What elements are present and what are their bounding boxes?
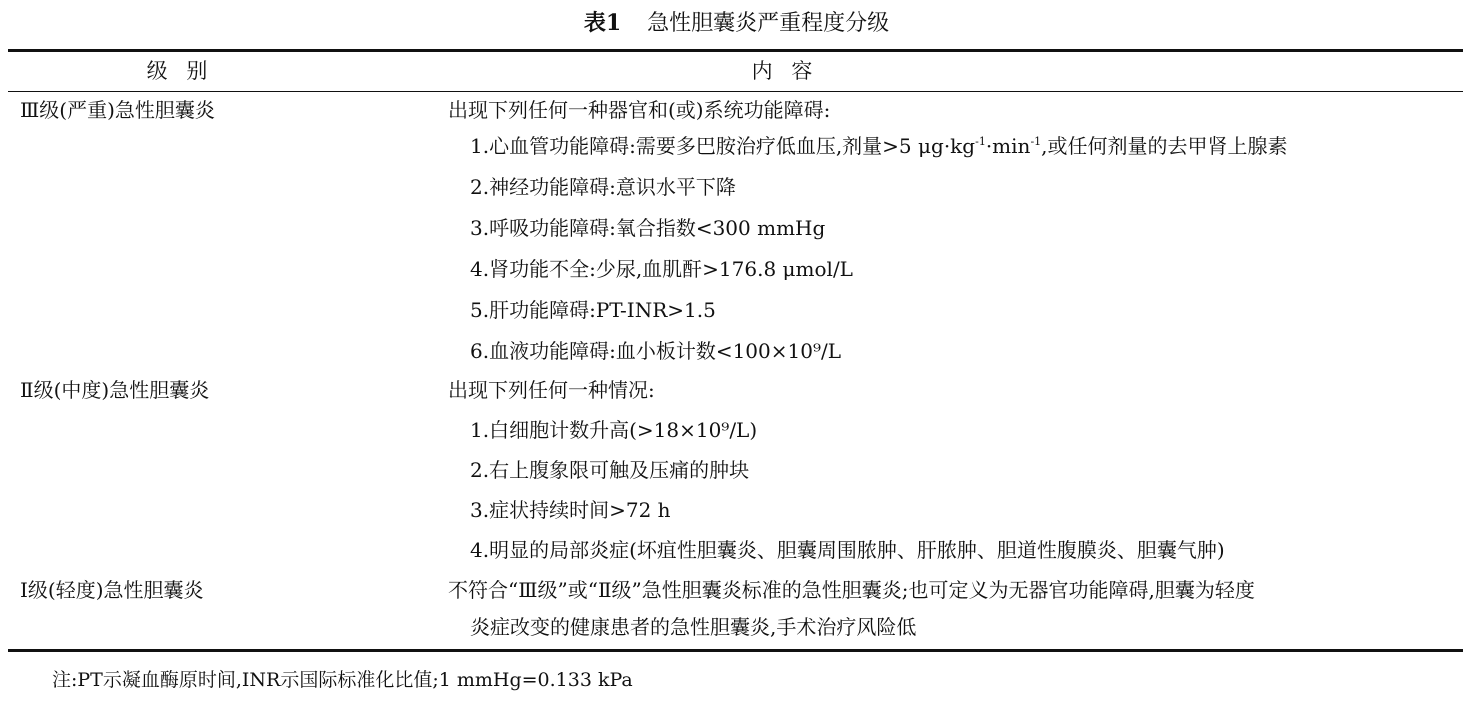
grade-iii-item-1: 1.心血管功能障碍:需要多巴胺治疗低血压,剂量>5 $\mu g\cdot kg^{-1}\cdot\min^{-1}$,或任何剂量的去甲肾上腺素 [470,134,1288,158]
grade-ii-item-2: 2.右上腹象限可触及压痛的肿块 [470,458,750,482]
header-grade: 级 别 [146,59,214,83]
grade-iii-item-4: 4.肾功能不全:少尿,血肌酐>176.8 μmol/L [470,257,853,281]
grade-iii-label: Ⅲ级(严重)急性胆囊炎 [20,98,215,122]
grade-ii-item-1: 1.白细胞计数升高(>18×10⁹/L) [470,418,758,442]
header-rule [8,91,1463,92]
grade-iii-item-2: 2.神经功能障碍:意识水平下降 [470,175,736,199]
grade-ii-label: Ⅱ级(中度)急性胆囊炎 [20,378,210,402]
grade-i-content-line-2: 炎症改变的健康患者的急性胆囊炎,手术治疗风险低 [470,615,917,639]
top-rule [8,49,1463,52]
table-number: 表1 [583,10,622,36]
table-title [0,8,1473,39]
table-footnote: 注:PT示凝血酶原时间,INR示国际标准化比值;1 mmHg=0.133 kPa [52,669,633,691]
grade-iii-intro: 出现下列任何一种器官和(或)系统功能障碍: [448,98,831,122]
grade-ii-item-4: 4.明显的局部炎症(坏疽性胆囊炎、胆囊周围脓肿、肝脓肿、胆道性腹膜炎、胆囊气肿) [470,538,1225,562]
grade-i-content-line-1: 不符合“Ⅲ级”或“Ⅱ级”急性胆囊炎标准的急性胆囊炎;也可定义为无器官功能障碍,胆囊为轻度 [448,578,1255,602]
bottom-rule [8,649,1463,652]
header-content: 内 容 [751,59,819,83]
table-title-text: 急性胆囊炎严重程度分级 [647,11,890,36]
grade-iii-item-5: 5.肝功能障碍:PT-INR>1.5 [470,298,716,322]
grade-ii-item-3: 3.症状持续时间>72 h [470,498,671,522]
grade-iii-item-3: 3.呼吸功能障碍:氧合指数<300 mmHg [470,216,826,240]
grade-i-label: Ⅰ级(轻度)急性胆囊炎 [20,578,204,602]
grade-iii-item-6: 6.血液功能障碍:血小板计数<100×10⁹/L [470,339,841,363]
grade-ii-intro: 出现下列任何一种情况: [448,378,655,402]
